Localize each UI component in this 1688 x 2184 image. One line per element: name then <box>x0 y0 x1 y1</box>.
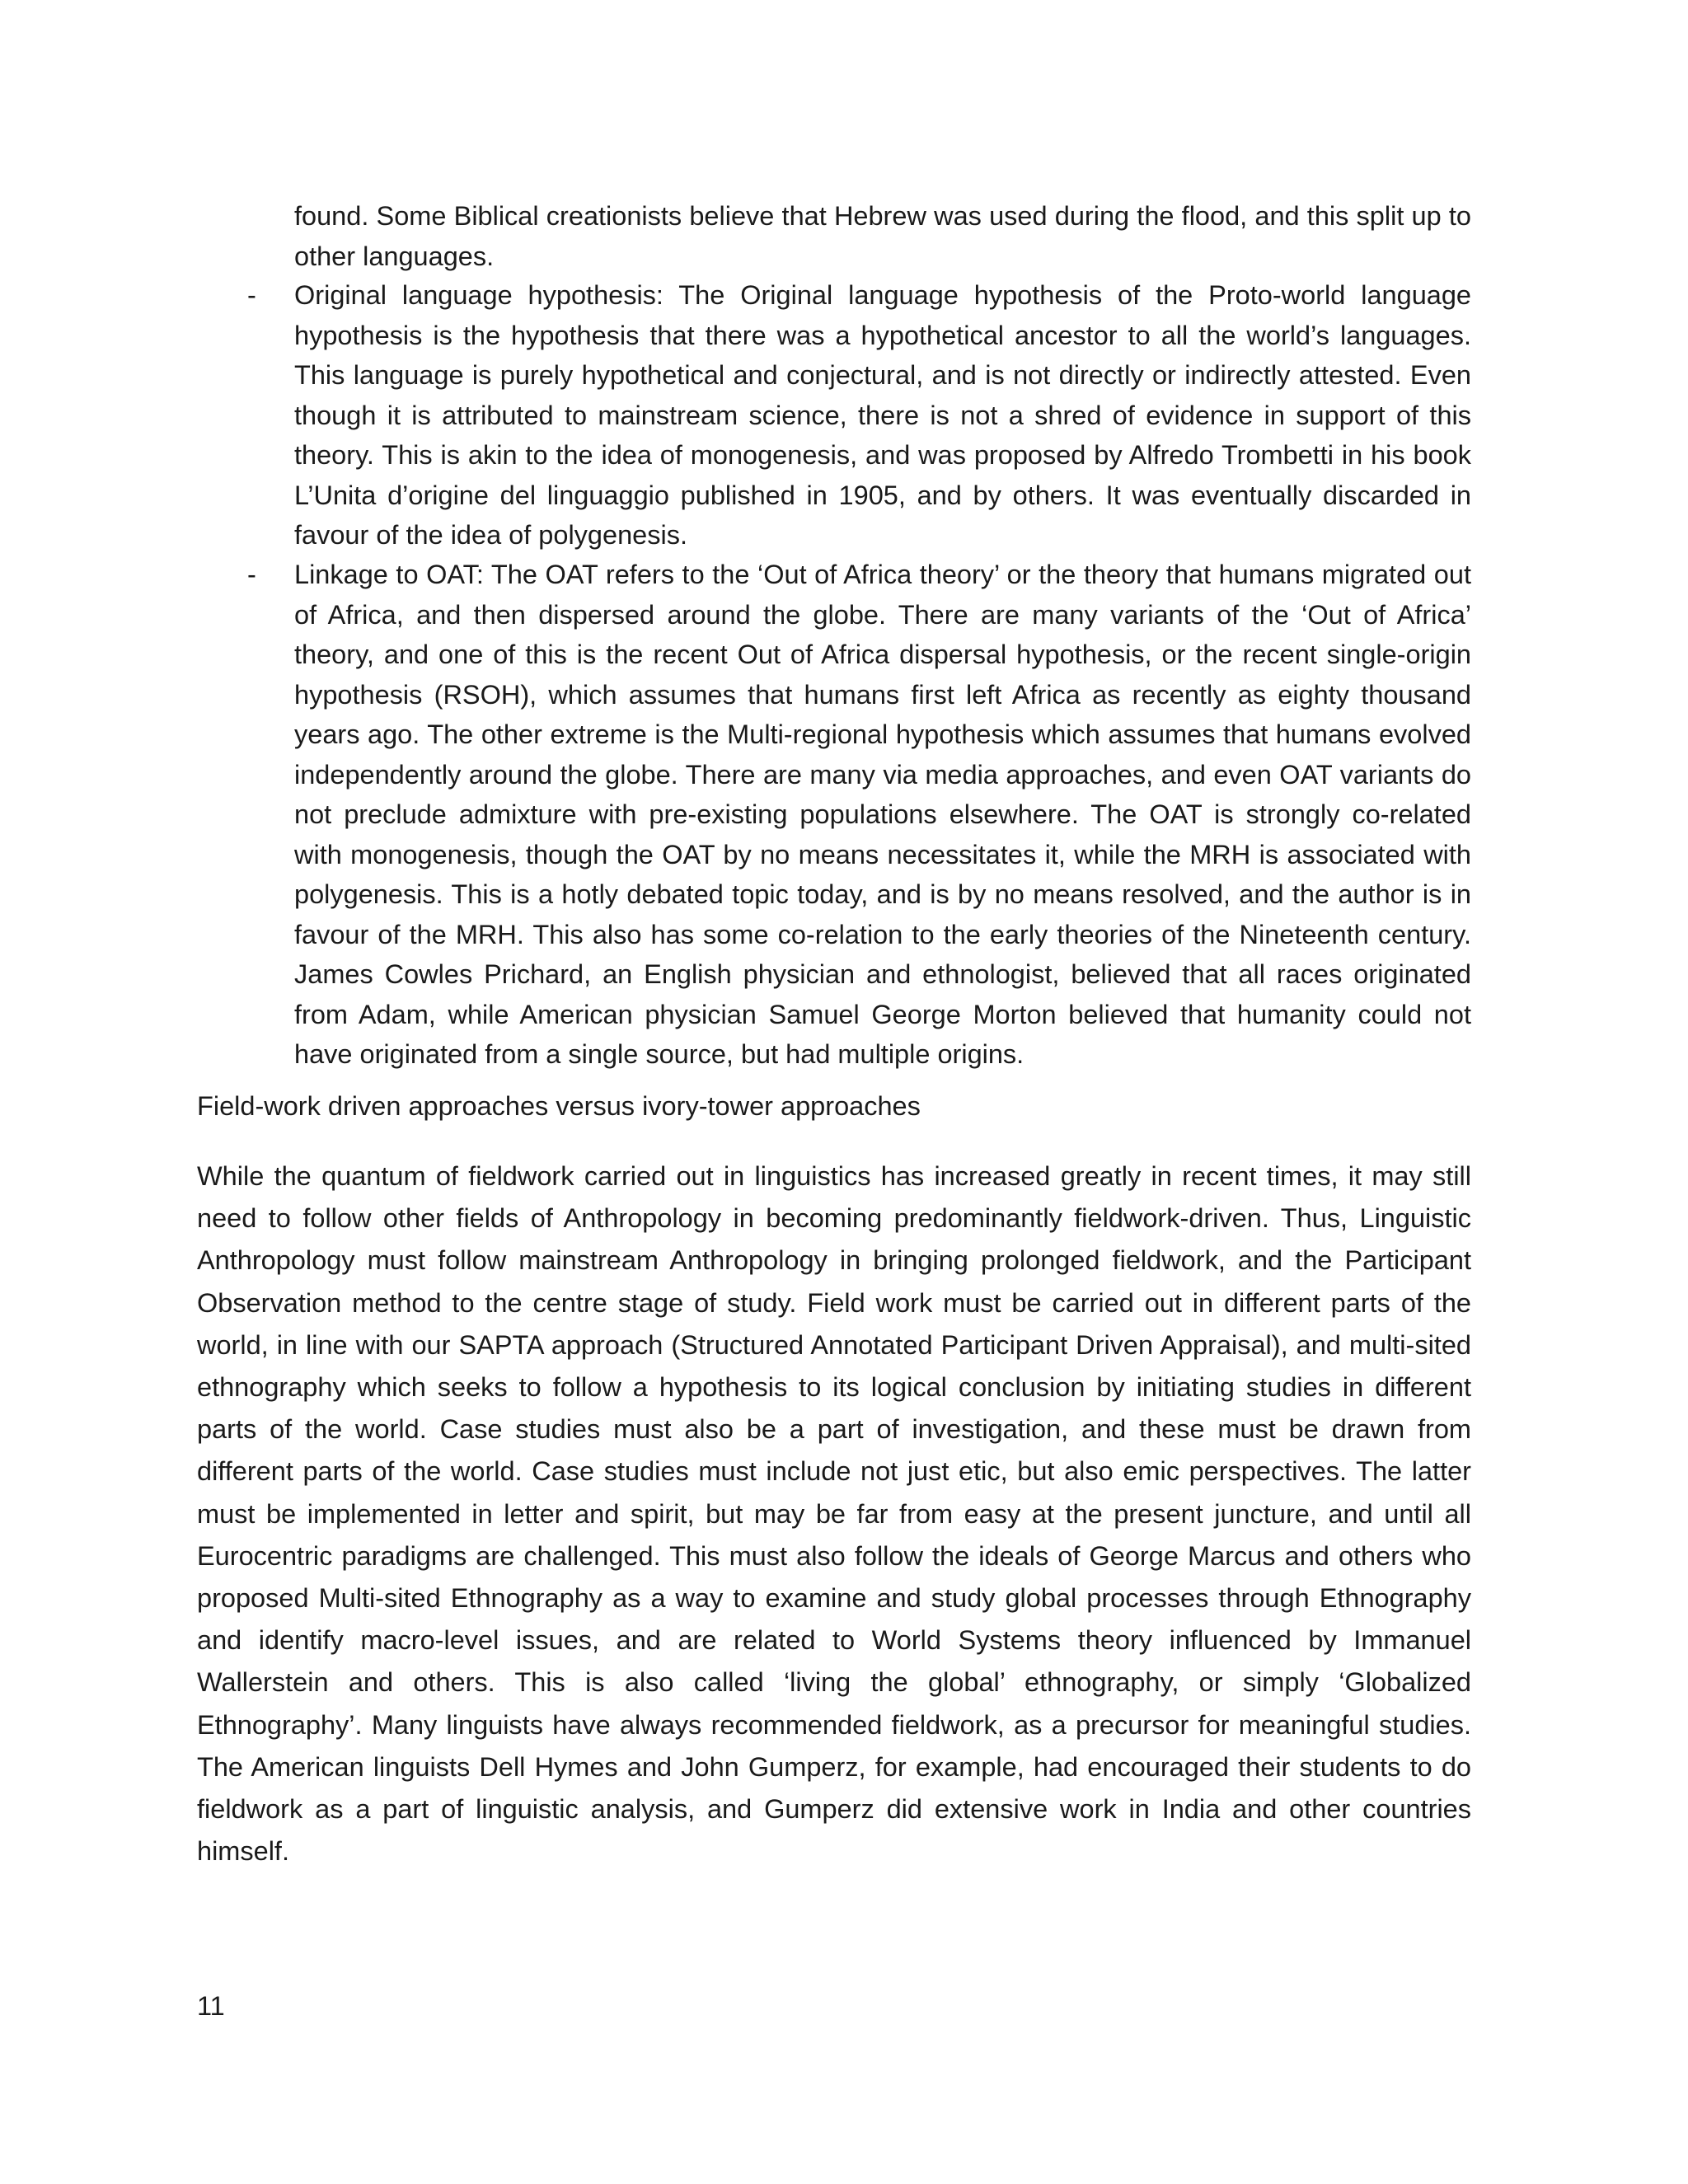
bullet-text: Original language hypothesis: The Original language hypothesis of the Proto-world language hypothesis is the hypothesis that there was a hypothetical ancestor to all the world’s languages. This language is purely hypothetical and conjectural, and is not directly or indirectly attested. Even though it is attributed to mainstream science, there is not a shred of evidence in support of this theory. This is akin to the idea of monogenesis, and was proposed by Alfredo Trombetti in his book L’Unita d’origine del linguaggio published in 1905, and by others. It was eventually discarded in favour of the idea of polygenesis. <box>294 280 1471 550</box>
bullet-text: Linkage to OAT: The OAT refers to the ‘Out of Africa theory’ or the theory that humans migrated out of Africa, and then dispersed around the globe. There are many variants of the ‘Out of Africa’ theory, and one of this is the recent Out of Africa dispersal hypothesis, or the recent single-origin hypothesis (RSOH), which assumes that humans first left Africa as recently as eighty thousand years ago. The other extreme is the Multi-regional hypothesis which assumes that humans evolved independently around the globe. There are many via media approaches, and even OAT variants do not preclude admixture with pre-existing populations elsewhere. The OAT is strongly co-related with monogenesis, though the OAT by no means necessitates it, while the MRH is associated with polygenesis. This is a hotly debated topic today, and is by no means resolved, and the author is in favour of the MRH. This also has some co-relation to the early theories of the Nineteenth century. James Cowles Prichard, an English physician and ethnologist, believed that all races originated from Adam, while American physician Samuel George Morton believed that humanity could not have originated from a single source, but had multiple origins. <box>294 560 1471 1069</box>
page-number: 11 <box>197 1991 225 2021</box>
bullet-item-original-language <box>247 275 1471 555</box>
continued-text: found. Some Biblical creationists believe that Hebrew was used during the flood, and this split up to other languages. <box>294 201 1471 271</box>
bullet-item-linkage-oat <box>247 555 1471 1075</box>
section-heading: Field-work driven approaches versus ivory-tower approaches <box>197 1091 921 1121</box>
body-paragraph: While the quantum of fieldwork carried out in linguistics has increased greatly in recent times, it may still need to follow other fields of Anthropology in becoming predominantly fieldwork-driven. Thus, Linguistic Anthropology must follow mainstream Anthropology in bringing prolonged fieldwork, and the Participant Observation method to the centre stage of study. Field work must be carried out in different parts of the world, in line with our SAPTA approach (Structured Annotated Participant Driven Appraisal), and multi-sited ethnography which seeks to follow a hypothesis to its logical conclusion by initiating studies in different parts of the world. Case studies must also be a part of investigation, and these must be drawn from different parts of the world. Case studies must include not just etic, but also emic perspectives. The latter must be implemented in letter and spirit, but may be far from easy at the present juncture, and until all Eurocentric paradigms are challenged. This must also follow the ideals of George Marcus and others who proposed Multi-sited Ethnography as a way to examine and study global processes through Ethnography and identify macro-level issues, and are related to World Systems theory influenced by Immanuel Wallerstein and others. This is also called ‘living the global’ ethnography, or simply ‘Globalized Ethnography’. Many linguists have always recommended fieldwork, as a precursor for meaningful studies. The American linguists Dell Hymes and John Gumperz, for example, had encouraged their students to do fieldwork as a part of linguistic analysis, and Gumperz did extensive work in India and other countries himself. <box>197 1161 1471 1867</box>
bullet-dash: - <box>247 280 256 310</box>
bullet-dash: - <box>247 560 256 589</box>
